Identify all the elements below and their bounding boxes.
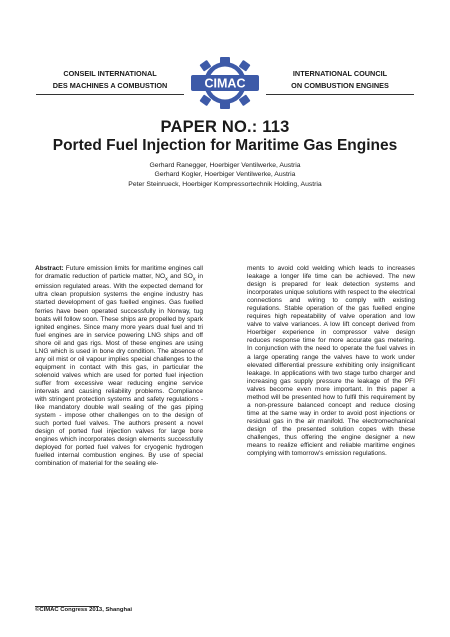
header-left-rule bbox=[36, 94, 184, 95]
author-line: Peter Steinrueck, Hoerbiger Kompressortechnik Holding, Austria bbox=[128, 180, 322, 188]
subscript-x: x bbox=[165, 276, 168, 283]
abstract-text: Future emission limits for maritime engines call for dramatic reduction of particle matter, NO bbox=[35, 265, 203, 281]
header-left-line2: DES MACHINES A COMBUSTION bbox=[52, 81, 168, 90]
footer-copyright: ©CIMAC Congress 2013, Shanghai bbox=[35, 607, 132, 613]
author-line: Gerhard Kogler, Hoerbiger Ventilwerke, Austria bbox=[154, 171, 296, 179]
abstract-column-left bbox=[35, 265, 203, 468]
header-right-line1: INTERNATIONAL COUNCIL bbox=[292, 69, 388, 78]
abstract-text: and SO bbox=[167, 273, 193, 281]
subscript-x: x bbox=[192, 276, 196, 283]
header-right-rule bbox=[266, 94, 414, 95]
header-left-line1: CONSEIL INTERNATIONAL bbox=[63, 69, 157, 78]
abstract-column-right bbox=[247, 265, 415, 458]
organization-name-english bbox=[266, 68, 414, 92]
logo-wordmark: CIMAC bbox=[204, 76, 246, 91]
organization-name-french bbox=[36, 68, 184, 92]
abstract-label: Abstract: bbox=[35, 265, 64, 272]
paper-title: Ported Fuel Injection for Maritime Gas Engines bbox=[52, 137, 398, 154]
abstract-continuation: ments to avoid cold welding which leads to increases leakage a longer life time can be achieved. The new design is prepared for leak detection systems and incorporates unique solutions with respect to the electrical connections and wiring to comply with existing regulations. Stable operation of the gas fuelled engine requires high repeatability of valve operation and low valve to valve variances. A low lift concept derived from Hoerbiger experience in compressor valve design reduces response time for more accurate gas metering. In conjunction with the need to operate the fuel valves in a large operating range the valves have to work under elevated differential pressure exhibiting only insignificant leakage. In applications with two stage turbo charger and increasing gas supply pressure the leakage of the PFI valves become even more important. In this paper a method will be presented how to fulfil this requirement by a non-pressure balanced concept and reduce closing time at the same way in order to avoid post injections or residual gas in the air manifold. The electromechanical design of the presented solution copes with these challenges, thus offering the engine designer a new means to realize efficient and reliable maritime engines complying with tomorrow's emission regulations. bbox=[247, 265, 415, 458]
header-right-line2: ON COMBUSTION ENGINES bbox=[291, 81, 389, 90]
paper-number: PAPER NO.: 113 bbox=[160, 118, 290, 136]
cimac-logo bbox=[189, 56, 261, 110]
abstract-paragraph bbox=[35, 265, 203, 468]
author-line: Gerhard Ranegger, Hoerbiger Ventilwerke, Austria bbox=[149, 162, 301, 169]
abstract-text: in emission regulated areas. With the expected demand for ultra clean propulsion systems the engine industry has started development of gas fuelled engines. Gas fuelled ferries have been operated successfully in Norway, tug boats will follow soon. These ships are propelled by spark ignited engines. Since many more years dual fuel and tri fuel engines are in service powering LNG ships and off shore oil and gas rigs. Most of these engines are using LNG which is used in bone dry condition. The absence of any oil mist or oil vapour implies special challenges to the equipment in contact with this gas, in particular the solenoid valves which are used for ported fuel injection suffer from excessive wear reducing engine service intervals and causing reliability problems. Compliance with stringent protection systems and safety regulations - like mandatory double wall sealing of the gas piping system - impose other challenges on to the design of such ported fuel valves. The authors present a novel design of ported fuel injection valves for large bore engines which incorporates design elements successfully deployed for ported fuel valves for cryogenic hydrogen fuelled internal combustion engines. By use of special combination of material for the sealing ele- bbox=[35, 273, 203, 468]
author-list bbox=[0, 161, 450, 189]
